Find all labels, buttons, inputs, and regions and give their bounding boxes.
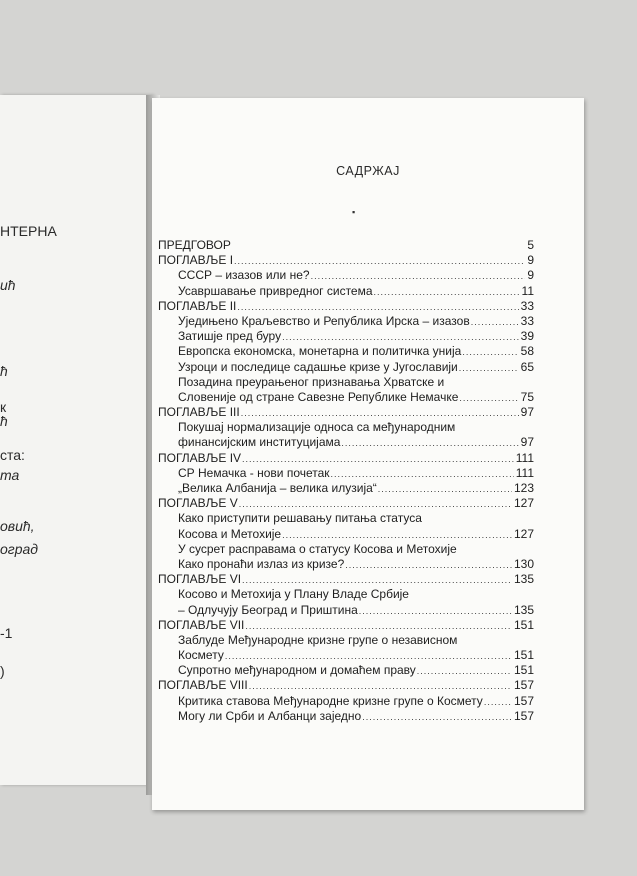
toc-entry-title: ПОГЛАВЉЕ IV (158, 450, 242, 465)
toc-section-entry (178, 360, 534, 375)
toc-page-number: 135 (513, 572, 534, 587)
toc-section-entry (178, 603, 534, 618)
toc-page-number: 97 (520, 405, 534, 420)
toc-entry-title: Позадина преурањеног признавања Хрватске и (178, 374, 445, 389)
toc-entry-title: Космету (178, 648, 224, 663)
toc-leader-dots (240, 406, 519, 421)
toc-entry-title: СР Немачка - нови почетак (178, 465, 330, 480)
toc-entry-title: ПОГЛАВЉЕ I (158, 253, 234, 268)
toc-entry-title: Европска економска, монетарна и политичка унија (178, 344, 462, 359)
ornament-mark: ▪ (352, 207, 356, 217)
left-page-text-fragment: -1 (0, 625, 13, 641)
toc-section-entry (178, 527, 534, 542)
toc-chapter-entry (158, 451, 534, 466)
toc-leader-dots (344, 558, 512, 573)
toc-entry-title: – Одлучују Београд и Приштина (178, 602, 358, 617)
toc-page-number: 9 (527, 268, 534, 283)
toc-chapter-entry (158, 678, 534, 693)
toc-page-number: 127 (513, 496, 534, 511)
toc-page-number: 97 (520, 435, 534, 450)
toc-chapter-entry (158, 238, 534, 253)
toc-leader-dots (416, 664, 512, 679)
toc-section-entry (178, 390, 534, 405)
toc-leader-dots (458, 391, 518, 406)
toc-leader-dots (224, 649, 512, 664)
toc-leader-dots (233, 254, 525, 269)
page-title: САДРЖАЈ (336, 164, 400, 178)
toc-page-number: 151 (513, 617, 534, 632)
toc-leader-dots (244, 619, 512, 634)
toc-section-entry (178, 268, 534, 283)
toc-entry-title: У сусрет расправама о статусу Косова и Метохије (178, 541, 457, 556)
toc-leader-dots (377, 482, 512, 497)
toc-entry-title: Косово и Метохија у Плану Владе Србије (178, 587, 409, 602)
table-of-contents (158, 238, 534, 724)
toc-section-entry (178, 542, 534, 557)
left-page-text-fragment: ) (0, 663, 5, 679)
left-page-text-fragment: ић (0, 277, 16, 293)
toc-page-number: 123 (513, 481, 534, 495)
toc-section-entry (178, 511, 534, 526)
left-page-text-fragment: НТЕРНА (0, 223, 57, 239)
toc-section-entry (178, 375, 534, 390)
toc-chapter-entry (158, 253, 534, 268)
left-page-text-fragment: та (0, 467, 20, 483)
toc-page-number: 135 (513, 602, 534, 617)
toc-page-number: 33 (520, 298, 534, 313)
left-page-text-fragment: ћ (0, 413, 8, 429)
toc-chapter-entry (158, 299, 534, 314)
left-page-text-fragment: ћ (0, 363, 8, 379)
toc-page-number: 9 (527, 253, 534, 268)
toc-section-entry (178, 435, 534, 450)
toc-entry-title: Како пронаћи излаз из кризе? (178, 556, 345, 571)
toc-page-number: 11 (521, 283, 534, 298)
toc-entry-title: Затишје пред буру (178, 329, 282, 344)
toc-leader-dots (330, 467, 514, 482)
toc-entry-title: Како приступити решавању питања статуса (178, 511, 422, 526)
toc-entry-title: ПОГЛАВЉЕ VII (158, 617, 245, 632)
toc-leader-dots (241, 452, 514, 467)
toc-entry-title: финансијским институцијама (178, 435, 341, 450)
toc-entry-title: Словеније од стране Савезне Републике Немачке (178, 389, 459, 404)
toc-entry-title: Усавршавање привредног система (178, 283, 373, 298)
toc-entry-title: Критика ставова Међународне кризне групе о Космету (178, 693, 483, 708)
toc-entry-title: Супротно међународном и домаћем праву (178, 663, 416, 678)
toc-section-entry (178, 329, 534, 344)
toc-leader-dots (236, 300, 518, 315)
toc-leader-dots (310, 269, 526, 284)
toc-leader-dots (483, 695, 512, 710)
toc-page-number: 151 (513, 663, 534, 678)
toc-page-number: 33 (520, 313, 534, 328)
toc-leader-dots (281, 330, 519, 345)
toc-entry-title: Косова и Метохије (178, 526, 282, 541)
toc-section-entry (178, 314, 534, 329)
toc-leader-dots (241, 573, 512, 588)
toc-section-entry (178, 481, 534, 496)
toc-entry-title: ПОГЛАВЉЕ V (158, 496, 238, 511)
toc-leader-dots (340, 436, 518, 451)
toc-entry-title: ПРЕДГОВОР (158, 238, 231, 252)
toc-entry-title: ПОГЛАВЉЕ II (158, 298, 237, 313)
left-page-text-fragment: ста: (0, 447, 25, 463)
toc-chapter-entry (158, 496, 534, 511)
toc-section-entry (178, 420, 534, 435)
toc-section-entry (178, 284, 534, 299)
toc-leader-dots (373, 285, 520, 300)
toc-chapter-entry (158, 618, 534, 633)
toc-leader-dots (470, 315, 519, 330)
contents-page (152, 98, 584, 810)
toc-page-number: 157 (513, 678, 534, 693)
toc-page-number: 39 (520, 329, 534, 344)
toc-leader-dots (281, 528, 512, 543)
toc-page-number: 151 (513, 648, 534, 663)
toc-section-entry (178, 557, 534, 572)
toc-entry-title: СССР – изазов или не? (178, 268, 310, 283)
toc-page-number: 75 (520, 389, 534, 404)
toc-entry-title: ПОГЛАВЉЕ VI (158, 572, 242, 587)
toc-leader-dots (461, 345, 518, 360)
toc-leader-dots (238, 497, 512, 512)
toc-leader-dots (361, 710, 512, 725)
toc-page-number: 5 (527, 238, 534, 252)
toc-page-number: 111 (515, 465, 534, 480)
toc-entry-title: Уједињено Краљевство и Република Ирска – изазов (178, 313, 470, 328)
left-page-text-fragment: к (0, 399, 7, 415)
toc-leader-dots (358, 604, 512, 619)
toc-entry-title: Могу ли Срби и Албанци заједно (178, 708, 362, 723)
toc-chapter-entry (158, 405, 534, 420)
toc-entry-title: „Велика Албанија – велика илузија“ (178, 481, 377, 495)
toc-entry-title: ПОГЛАВЉЕ III (158, 405, 240, 420)
toc-entry-title: Узроци и последице садашње кризе у Југославији (178, 359, 458, 374)
left-page-text-fragment: оград (0, 541, 39, 557)
toc-page-number: 65 (520, 359, 534, 374)
left-page-text-fragment: овић, (0, 518, 35, 534)
toc-section-entry (178, 633, 534, 648)
toc-section-entry (178, 587, 534, 602)
toc-section-entry (178, 694, 534, 709)
toc-page-number: 58 (520, 344, 534, 359)
toc-section-entry (178, 709, 534, 724)
toc-page-number: 130 (513, 556, 534, 571)
toc-leader-dots (248, 679, 512, 694)
toc-entry-title: Покушај нормализације односа са међународним (178, 420, 456, 435)
toc-entry-title: ПОГЛАВЉЕ VIII (158, 678, 248, 693)
toc-chapter-entry (158, 572, 534, 587)
toc-section-entry (178, 344, 534, 359)
toc-page-number: 127 (513, 526, 534, 541)
toc-section-entry (178, 466, 534, 481)
toc-leader-dots (458, 361, 519, 376)
toc-page-number: 157 (513, 708, 534, 723)
toc-section-entry (178, 663, 534, 678)
toc-page-number: 111 (515, 450, 534, 465)
toc-section-entry (178, 648, 534, 663)
toc-entry-title: Заблуде Међународне кризне групе о независном (178, 632, 458, 647)
left-page (0, 95, 152, 785)
toc-page-number: 157 (513, 693, 534, 708)
